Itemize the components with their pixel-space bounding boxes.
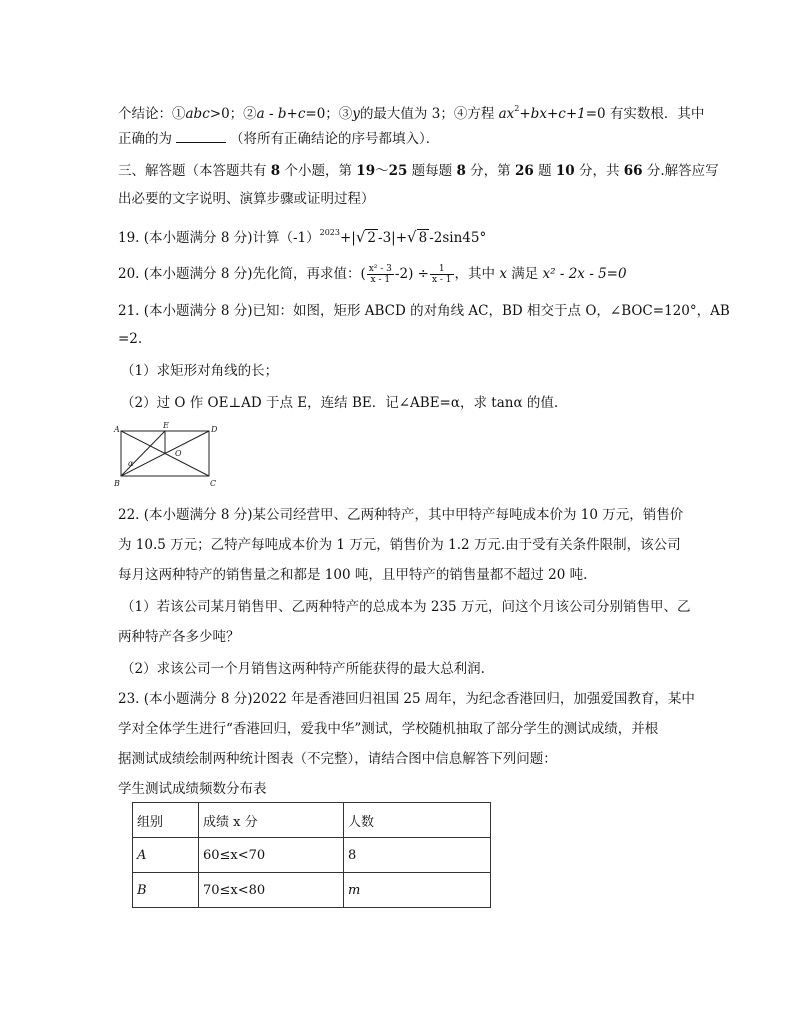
question-23-line2: 学对全体学生进行“香港回归，爱我中华”测试，学校随机抽取了部分学生的测试成绩，并根: [118, 721, 659, 737]
question-23-line1: 23. (本小题满分 8 分)2022 年是香港回归祖国 25 周年，为纪念香港回归，加强爱国教育，某中: [118, 691, 695, 707]
label-b: B: [114, 479, 120, 488]
q18-answer-line: 正确的为 （将所有正确结论的序号都填入）．: [118, 131, 440, 147]
label-alpha: α: [128, 459, 134, 468]
label-a: A: [114, 425, 120, 434]
q18-conclusions-line: 个结论：①abc>0；②a - b+c=0；③y的最大值为 3；④方程 $ax^2+bx+c+1=0$ 有实数根．其中: [118, 104, 705, 122]
cell-group: A: [133, 838, 199, 873]
question-21-part2: （2）过 O 作 OE⊥AD 于点 E，连结 BE．记∠ABE=α，求 tanα 的值.: [121, 395, 559, 411]
header-group: 组别: [133, 803, 199, 838]
question-19: 19. (本小题满分 8 分)计算$(-1)^{2023}+|√$ 2 -3|+√ 8 -2sin45°: [118, 228, 487, 246]
cell-score: 60≤x<70: [199, 838, 344, 873]
frequency-table: [132, 802, 491, 908]
rectangle-figure: [112, 420, 222, 490]
question-20: 20. (本小题满分 8 分)先化简，再求值：( $\frac{\text{x² - 3}}{x - 1}$ -2) ÷ $\frac{1}{x - 1}$ ，其中 x 满足 x² - 2x - 5=0: [118, 264, 627, 285]
question-22-part1-cont: 两种特产各多少吨？: [118, 629, 240, 645]
cell-count: 8: [344, 838, 491, 873]
table-row: [133, 838, 491, 873]
cell-group: B: [133, 873, 199, 908]
cell-score: 70≤x<80: [199, 873, 344, 908]
label-c: C: [210, 479, 217, 488]
question-22-line2: 为 10.5 万元；乙特产每吨成本价为 1 万元，销售价为 1.2 万元.由于受有关条件限制，该公司: [118, 537, 681, 553]
header-count: 人数: [344, 803, 491, 838]
segment-be: [121, 431, 165, 476]
section3-heading: 三、解答题（本答题共有 8 个小题，第 19～25 题每题 8 分，第 26 题 10 分，共 66 分.解答应写: [118, 163, 719, 179]
question-21-part1: （1）求矩形对角线的长；: [121, 363, 279, 379]
header-score: 成绩 x 分: [199, 803, 344, 838]
label-o: O: [175, 449, 182, 458]
question-21-line1: 21. (本小题满分 8 分)已知：如图，矩形 ABCD 的对角线 AC，BD 相交于点 O，∠BOC=120°，AB: [118, 303, 730, 319]
question-23-line3: 据测试成绩绘制两种统计图表（不完整），请结合图中信息解答下列问题：: [118, 751, 557, 767]
section3-heading-line2: 出必要的文字说明、演算步骤或证明过程）: [118, 191, 375, 207]
table-row: [133, 873, 491, 908]
answer-blank[interactable]: [176, 130, 226, 143]
fraction-2: $\frac{1}{x - 1}$: [431, 264, 452, 285]
table-header-row: [133, 803, 491, 838]
question-22-part1: （1）若该公司某月销售甲、乙两种特产的总成本为 235 万元，问这个月该公司分别销售甲、乙: [121, 599, 691, 615]
cell-count: m: [344, 873, 491, 908]
label-d: D: [211, 425, 218, 434]
question-21-line2: =2.: [118, 331, 143, 347]
question-22-line1: 22. (本小题满分 8 分)某公司经营甲、乙两种特产，其中甲特产每吨成本价为 10 万元，销售价: [118, 507, 684, 523]
question-22-part2: （2）求该公司一个月销售这两种特产所能获得的最大总利润.: [121, 661, 485, 677]
question-22-line3: 每月这两种特产的销售量之和都是 100 吨，且甲特产的销售量都不超过 20 吨.: [118, 567, 588, 583]
table-title: 学生测试成绩频数分布表: [118, 781, 267, 797]
label-e: E: [163, 421, 169, 430]
fraction-1: $\frac{\text{x² - 3}}{x - 1}$: [368, 264, 392, 285]
